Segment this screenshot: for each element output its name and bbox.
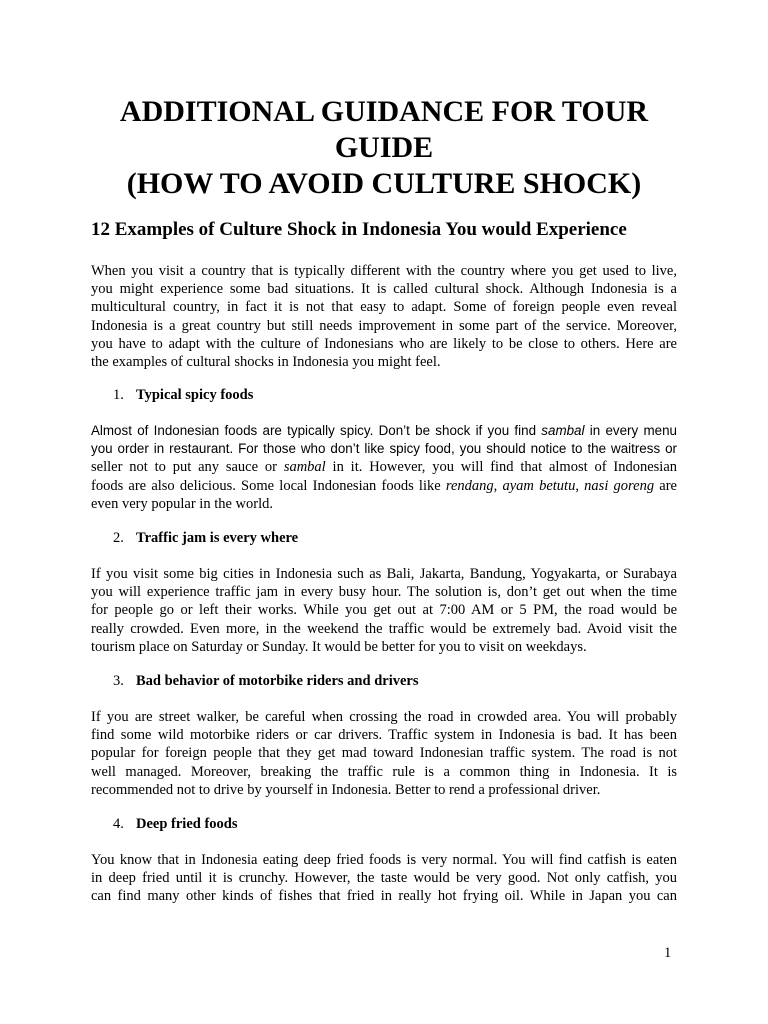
emphasis-text: nasi goreng <box>584 477 655 494</box>
text-line: You know that in Indonesia eating deep fried foods is very normal. You will find catfish is eaten <box>91 852 677 868</box>
text-span: seller not to put any sauce or <box>91 459 284 476</box>
item-4-paragraph <box>91 851 677 906</box>
text-line: really crowded. Even more, in the weekend the traffic would be extremely bad. Avoid visit the <box>91 620 677 637</box>
text-line: find some wild motorbike riders or car drivers. Traffic system in Indonesia is bad. It has been <box>91 727 677 744</box>
intro-paragraph <box>91 262 677 371</box>
list-heading-label: Traffic jam is every where <box>136 530 299 546</box>
text-line: you might experience some bad situations. It is called cultural shock. Although Indonesia is a <box>91 281 677 298</box>
text-line: you will experience traffic jam in every busy hour. The solution is, don’t get out when the time <box>91 584 677 601</box>
text-line <box>91 422 677 440</box>
list-heading-label: Typical spicy foods <box>136 387 254 403</box>
text-span: , <box>575 477 585 494</box>
list-number: 1. <box>113 387 124 403</box>
text-line: the examples of cultural shocks in Indonesia you might feel. <box>91 354 441 371</box>
text-line: popular for foreign people that they get mad toward Indonesian traffic system. The road is not <box>91 745 677 762</box>
text-line: in deep fried until it is crunchy. However, the taste would be very good. Not only catfish, you <box>91 870 677 887</box>
list-number: 3. <box>113 673 124 689</box>
text-line: multicultural country, in fact it is not that easy to adapt. Some of foreign people even reveal <box>91 299 677 316</box>
text-line <box>91 458 677 476</box>
text-span: Almost of Indonesian foods are typically spicy. Don’t be shock if you find <box>91 423 542 438</box>
title-line-1: ADDITIONAL GUIDANCE FOR TOUR <box>119 95 649 128</box>
text-line: well managed. Moreover, breaking the traffic rule is a common thing in Indonesia. It is <box>91 763 677 780</box>
list-heading-label: Deep fried foods <box>136 816 238 832</box>
text-line: even very popular in the world. <box>91 495 274 512</box>
text-line: When you visit a country that is typically different with the country where you get used to live, <box>91 263 677 279</box>
text-line: for people go or left their works. While you get out at 7:00 AM or 5 PM, the road would be <box>91 602 677 619</box>
list-item-heading-3 <box>113 672 418 690</box>
list-heading-label: Bad behavior of motorbike riders and drivers <box>136 673 419 689</box>
text-span: are <box>654 477 677 494</box>
emphasis-text: sambal <box>283 459 326 476</box>
text-line: you order in restaurant. For those who don’t like spicy food, you should notice to the waitress or <box>91 441 677 457</box>
list-number: 2. <box>113 530 124 546</box>
text-line: recommended not to drive by yourself in Indonesia. Better to rend a professional driver. <box>91 781 601 798</box>
emphasis-text: sambal <box>541 423 585 438</box>
list-item-heading-4 <box>113 815 238 833</box>
emphasis-text: ayam betutu <box>502 477 576 494</box>
text-line <box>91 477 677 495</box>
text-line: Indonesia is a great country but still needs improvement in some part of the service. Moreover, <box>91 317 677 334</box>
item-2-paragraph <box>91 565 677 656</box>
text-line: you have to adapt with the culture of Indonesians who are likely to be close to others. Here are <box>91 335 677 352</box>
list-item-heading-2 <box>113 529 298 547</box>
section-heading: 12 Examples of Culture Shock in Indonesia You would Experience <box>91 219 627 240</box>
text-span: , <box>493 477 503 494</box>
title-line-2: GUIDE <box>334 131 434 164</box>
emphasis-text: rendang <box>445 477 494 494</box>
text-line: can find many other kinds of fishes that fried in really hot frying oil. While in Japan you can <box>91 888 677 905</box>
item-3-paragraph <box>91 708 677 799</box>
text-span: in every menu <box>584 423 677 438</box>
text-span: foods are also delicious. Some local Indonesian foods like <box>91 477 446 494</box>
page-number: 1 <box>664 945 672 961</box>
item-1-paragraph <box>91 422 677 513</box>
text-line: If you visit some big cities in Indonesia such as Bali, Jakarta, Bandung, Yogyakarta, or Surabaya <box>91 566 677 582</box>
document-title <box>60 94 708 202</box>
text-span: in it. However, you will find that almost of Indonesian <box>325 459 678 476</box>
title-line-3: (HOW TO AVOID CULTURE SHOCK) <box>126 167 642 200</box>
list-item-heading-1 <box>113 386 253 404</box>
list-number: 4. <box>113 816 124 832</box>
text-line: tourism place on Saturday or Sunday. It would be better for you to visit on weekdays. <box>91 638 587 655</box>
text-line: If you are street walker, be careful when crossing the road in crowded area. You will probably <box>91 709 677 725</box>
